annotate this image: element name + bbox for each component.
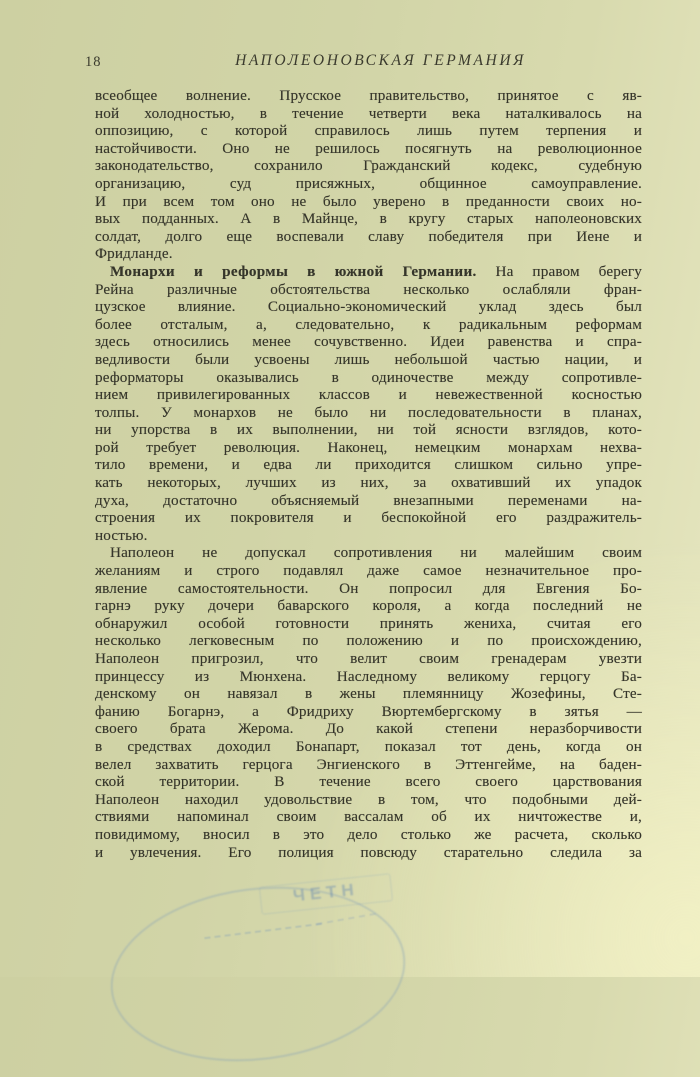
text-line: законодательство, сохранило Гражданский кодекс, судебную — [95, 157, 642, 175]
text-line: реформаторы оказывались в одиночестве между сопротивле- — [95, 368, 642, 386]
text-line: здесь относились менее сочувственно. Идеи равенства и спра- — [95, 333, 642, 351]
text-line: вых подданных. А в Майнце, в кругу старых наполеоновских — [95, 210, 642, 228]
text-line: и увлечения. Его полиция повсюду старательно следила за — [95, 843, 642, 861]
text-line: рой требует революция. Наконец, немецким монархам нехва- — [95, 438, 642, 456]
text-line: ведливости были усвоены лишь небольшой частью нации, и — [95, 350, 642, 368]
text-line: Наполеон пригрозил, что велит своим гренадерам увезти — [95, 650, 642, 667]
text-line: ностью. — [95, 526, 148, 544]
text-line: толпы. У монархов не было ни последовательности в планах, — [95, 403, 642, 421]
running-title: НАПОЛЕОНОВСКАЯ ГЕРМАНИЯ — [235, 52, 526, 69]
text-line: более отсталым, а, следовательно, к радикальным реформам — [95, 315, 642, 333]
text-line: принцессу из Мюнхена. Наследному великому герцогу Ба- — [95, 667, 642, 685]
text-line: велел захватить герцога Энгиенского в Эттенгейме, на баден- — [95, 755, 642, 773]
text-line: повидимому, вносил в это дело столько же расчета, сколько — [95, 825, 642, 843]
running-head — [85, 52, 642, 74]
text-line: Наполеон не допускал сопротивления ни малейшим своим — [110, 544, 642, 562]
body-text — [95, 87, 642, 861]
text-line: солдат, долго еще воспевали славу победителя при Иене и — [95, 227, 642, 245]
text-line: обнаружил особой готовности принять жениха, считая его — [95, 614, 642, 632]
text-line: Наполеон находил удовольствие в том, что подобными дей- — [95, 790, 642, 808]
text-line: несколько легковесным по положению и по происхождению, — [95, 632, 642, 650]
text-line: ской территории. В течение всего своего царствования — [95, 773, 642, 791]
text-line: цузское влияние. Социально-экономический уклад здесь был — [95, 298, 642, 316]
text-line: ни упорства в их выполнении, ни той ясности взглядов, кото- — [95, 421, 642, 439]
text-line: ствиями напоминал своим вассалам об их ничтожестве и, — [95, 808, 642, 826]
text-line: настойчивости. Оно не решилось посягнуть на революционное — [95, 139, 642, 157]
text-line: Фридланде. — [95, 245, 173, 263]
text-line: желаниям и строго подавлял даже самое незначительное про- — [95, 562, 642, 580]
stamp-text: ЧЕТН — [259, 873, 393, 915]
text-line: оппозицию, с которой справилось лишь путем терпения и — [95, 122, 642, 140]
text-line: гарнэ руку дочери баварского короля, а когда последний не — [95, 597, 642, 615]
text-line: денскому он навязал в жены племянницу Жозефины, Сте- — [95, 685, 642, 703]
text-line: духа, достаточно объясняемый внезапными переменами на- — [95, 491, 642, 509]
text-line: Монархи и реформы в южной Германии. На правом берегу — [110, 262, 642, 280]
library-stamp — [108, 878, 418, 977]
text-line: тило времени, и едва ли приходится слишком сильно упре- — [95, 456, 642, 474]
page-number: 18 — [85, 54, 102, 70]
text-line: всеобщее волнение. Прусское правительство, принятое с яв- — [95, 87, 642, 104]
text-line: И при всем том оно не было уверено в преданности своих но- — [95, 192, 642, 210]
text-line: организацию, суд присяжных, общинное самоуправление. — [95, 174, 642, 192]
text-line: в средствах доходил Бонапарт, показал тот день, когда он — [95, 737, 642, 755]
text-line: ной холодностью, в течение четверти века наталкивалось на — [95, 104, 642, 122]
text-line: Рейна различные обстоятельства несколько ослабляли фран- — [95, 280, 642, 298]
text-line: своего брата Жерома. До какой степени неразборчивости — [95, 720, 642, 738]
paragraph-lead-bold: Монархи и реформы в южной Германии. — [110, 262, 477, 280]
text-line: нием привилегированных классов и невежественной косностью — [95, 386, 642, 404]
text-line: строения их покровителя и беспокойной его раздражитель- — [95, 509, 642, 527]
text-line: явление самостоятельности. Он попросил для Евгения Бо- — [95, 579, 642, 597]
text-line: кать некоторых, лучших из них, за охвативший их упадок — [95, 474, 642, 492]
text-line: фанию Богарнэ, а Фридриху Вюртембергскому в зятья — — [95, 702, 642, 720]
